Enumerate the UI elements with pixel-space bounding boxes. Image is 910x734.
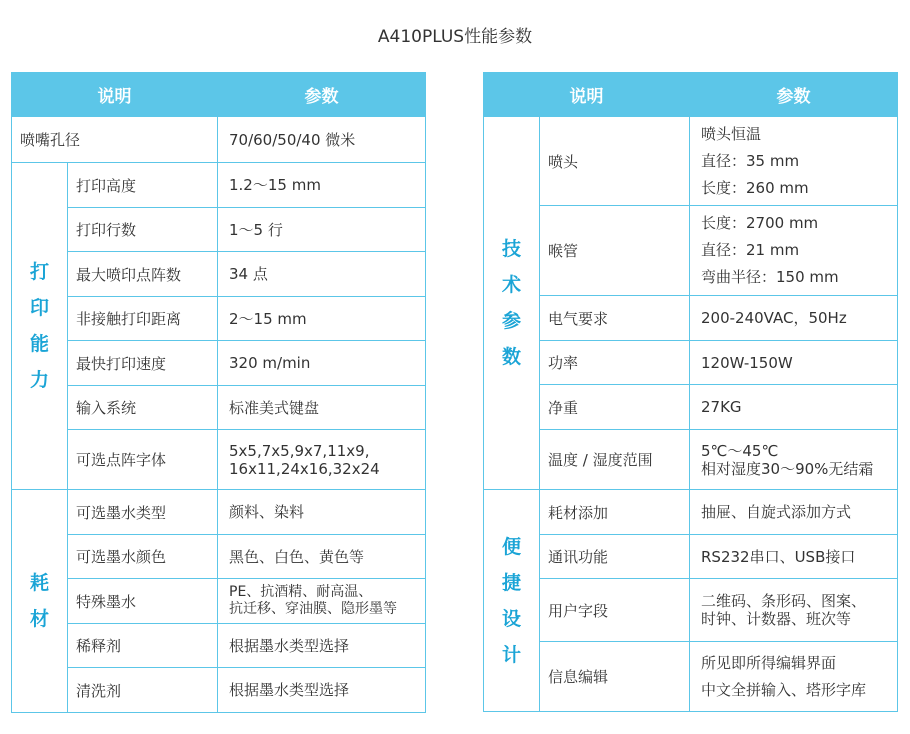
table-row	[12, 297, 426, 341]
table-header-row	[484, 73, 898, 117]
row-label: 耗材添加	[540, 490, 690, 535]
header-param: 参数	[690, 73, 898, 117]
row-label: 输入系统	[68, 386, 218, 430]
left-spec-table	[11, 72, 426, 713]
row-label: 可选点阵字体	[68, 430, 218, 490]
row-label: 最大喷印点阵数	[68, 252, 218, 297]
row-value: 5x5,7x5,9x7,11x9, 16x11,24x16,32x24	[218, 430, 426, 490]
header-desc: 说明	[484, 73, 690, 117]
table-row	[484, 579, 898, 642]
table-header-row	[12, 73, 426, 117]
row-value: 二维码、条形码、图案、 时钟、计数器、班次等	[690, 579, 898, 642]
table-row	[12, 208, 426, 252]
row-value: RS232串口、USB接口	[690, 535, 898, 579]
row-label: 最快打印速度	[68, 341, 218, 386]
table-row	[12, 490, 426, 535]
table-row	[484, 341, 898, 385]
row-value: 长度：2700 mm 直径：21 mm 弯曲半径：150 mm	[690, 206, 898, 296]
row-label: 功率	[540, 341, 690, 385]
table-row	[484, 206, 898, 296]
table-row	[484, 385, 898, 430]
table-row	[484, 535, 898, 579]
category-consumables: 耗 材	[12, 490, 68, 713]
row-label: 喷头	[540, 117, 690, 206]
header-desc: 说明	[12, 73, 218, 117]
category-convenient-design: 便 捷 设 计	[484, 490, 540, 712]
row-value: 5℃～45℃ 相对湿度30～90%无结霜	[690, 430, 898, 490]
table-row	[484, 117, 898, 206]
table-row	[12, 579, 426, 624]
table-row	[12, 624, 426, 668]
page-title: A410PLUS性能参数	[377, 27, 533, 47]
row-value: 标准美式键盘	[218, 386, 426, 430]
category-print-capability: 打 印 能 力	[12, 163, 68, 490]
row-value: 2～15 mm	[218, 297, 426, 341]
table-row	[484, 490, 898, 535]
table-row	[12, 341, 426, 386]
row-label: 喷嘴孔径	[12, 117, 218, 163]
row-label: 可选墨水类型	[68, 490, 218, 535]
row-label: 通讯功能	[540, 535, 690, 579]
row-value: 颜料、染料	[218, 490, 426, 535]
row-label: 稀释剂	[68, 624, 218, 668]
row-value: 1.2～15 mm	[218, 163, 426, 208]
right-spec-table	[483, 72, 898, 712]
category-technical-params: 技 术 参 数	[484, 117, 540, 490]
table-row	[12, 668, 426, 713]
row-value: 根据墨水类型选择	[218, 668, 426, 713]
row-label: 喉管	[540, 206, 690, 296]
row-label: 信息编辑	[540, 642, 690, 712]
row-value: 200-240VAC，50Hz	[690, 296, 898, 341]
row-label: 用户字段	[540, 579, 690, 642]
row-label: 打印高度	[68, 163, 218, 208]
row-value: 1～5 行	[218, 208, 426, 252]
table-row	[12, 117, 426, 163]
table-row	[12, 163, 426, 208]
row-value: 所见即所得编辑界面 中文全拼输入、塔形字库	[690, 642, 898, 712]
row-value: 320 m/min	[218, 341, 426, 386]
row-label: 清洗剂	[68, 668, 218, 713]
row-label: 打印行数	[68, 208, 218, 252]
row-label: 可选墨水颜色	[68, 535, 218, 579]
row-value: 27KG	[690, 385, 898, 430]
row-label: 电气要求	[540, 296, 690, 341]
table-row	[12, 386, 426, 430]
row-label: 特殊墨水	[68, 579, 218, 624]
row-value: 120W-150W	[690, 341, 898, 385]
row-label: 非接触打印距离	[68, 297, 218, 341]
table-row	[484, 642, 898, 712]
table-row	[12, 252, 426, 297]
row-label: 温度 / 湿度范围	[540, 430, 690, 490]
row-value: 抽屉、自旋式添加方式	[690, 490, 898, 535]
row-value: 34 点	[218, 252, 426, 297]
row-value: 黑色、白色、黄色等	[218, 535, 426, 579]
table-row	[12, 535, 426, 579]
row-value: 喷头恒温 直径：35 mm 长度：260 mm	[690, 117, 898, 206]
row-value: 根据墨水类型选择	[218, 624, 426, 668]
header-param: 参数	[218, 73, 426, 117]
table-row	[484, 296, 898, 341]
row-label: 净重	[540, 385, 690, 430]
row-value: 70/60/50/40 微米	[218, 117, 426, 163]
table-row	[484, 430, 898, 490]
table-row	[12, 430, 426, 490]
row-value: PE、抗酒精、耐高温、 抗迁移、穿油膜、隐形墨等	[218, 579, 426, 624]
